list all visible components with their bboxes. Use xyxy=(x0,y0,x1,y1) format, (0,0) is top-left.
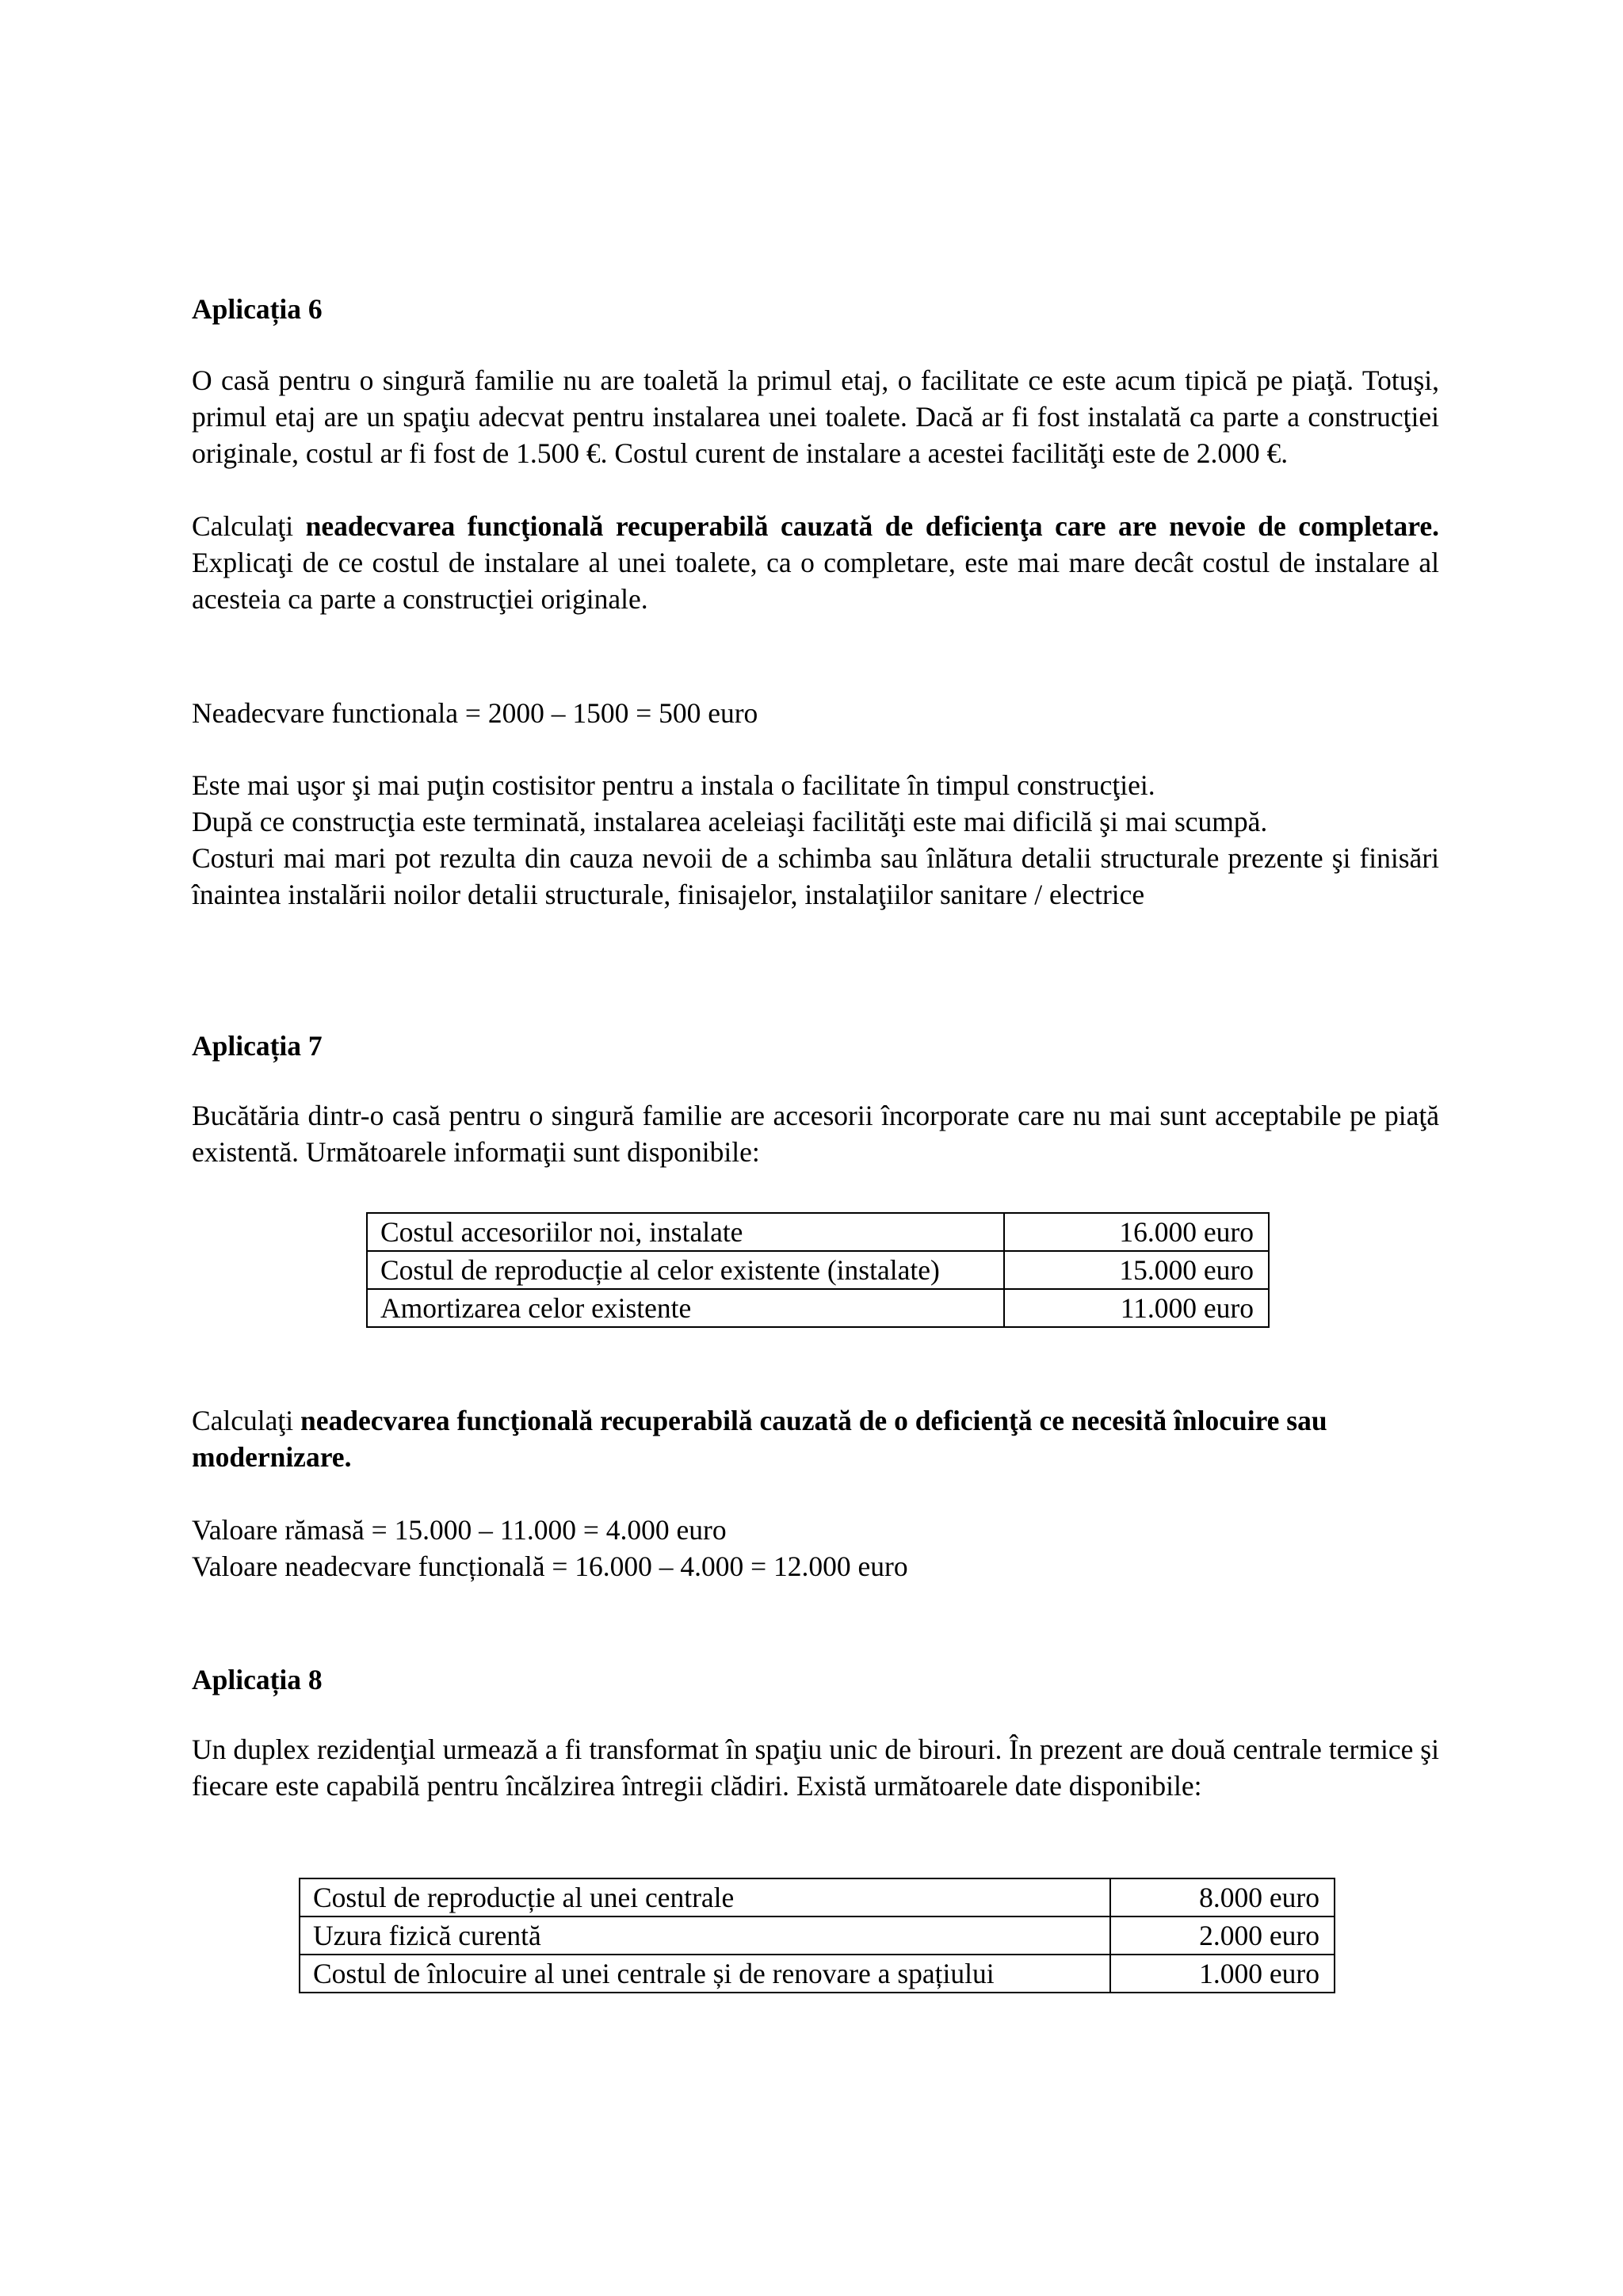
app6-line3: Costuri mai mari pot rezulta din cauza nevoii de a schimba sau înlătura detalii structurale prezente şi finisări înaintea instalării noilor detalii structurale, finisajelor, instalaţiilor sanitare / electrice xyxy=(192,842,1439,910)
app7-table xyxy=(366,1212,1270,1328)
table-cell-label: Costul de înlocuire al unei centrale și de renovare a spațiului xyxy=(300,1955,1110,1993)
table-row xyxy=(300,1917,1335,1955)
table-cell-value: 15.000 euro xyxy=(1004,1251,1270,1289)
app6-intro: O casă pentru o singură familie nu are toaletă la primul etaj, o facilitate ce este acum tipică pe piaţă. Totuşi, primul etaj are un spaţiu adecvat pentru instalarea unei toalete. Dacă ar fi fost instalată ca parte a construcţiei originale, costul ar fi fost de 1.500 €. Costul curent de instalare a acestei facilităţi este de 2.000 €. xyxy=(192,364,1439,469)
app6-task-post: Explicaţi de ce costul de instalare al unei toalete, ca o completare, este mai mare decât costul de instalare al acesteia ca parte a construcţiei originale. xyxy=(192,547,1439,615)
table-cell-label: Uzura fizică curentă xyxy=(300,1917,1110,1955)
app7-result2: Valoare neadecvare funcțională = 16.000 – 4.000 = 12.000 euro xyxy=(192,1550,908,1582)
table-row xyxy=(367,1289,1269,1327)
app6-heading: Aplicația 6 xyxy=(192,293,323,325)
table-cell-label: Costul de reproducție al celor existente (instalate) xyxy=(367,1251,1004,1289)
app8-intro: Un duplex rezidenţial urmează a fi transformat în spaţiu unic de birouri. În prezent are două centrale termice şi fiecare este capabilă pentru încălzirea întregii clădiri. Există următoarele date disponibile: xyxy=(192,1733,1439,1802)
table-row xyxy=(300,1878,1335,1917)
table-cell-value: 1.000 euro xyxy=(1110,1955,1335,1993)
app6-task-pre: Calculaţi xyxy=(192,510,306,542)
app7-task-pre: Calculaţi xyxy=(192,1405,301,1436)
app6-line2: După ce construcţia este terminată, instalarea aceleiaşi facilităţi este mai dificilă şi mai scumpă. xyxy=(192,806,1268,837)
table-cell-value: 16.000 euro xyxy=(1004,1213,1270,1251)
app7-task xyxy=(192,1402,1439,1475)
table-cell-value: 11.000 euro xyxy=(1004,1289,1270,1327)
table-row xyxy=(300,1955,1335,1993)
table-cell-value: 2.000 euro xyxy=(1110,1917,1335,1955)
app7-result1: Valoare rămasă = 15.000 – 11.000 = 4.000 euro xyxy=(192,1514,727,1546)
table-cell-label: Costul accesoriilor noi, instalate xyxy=(367,1213,1004,1251)
table-cell-value: 8.000 euro xyxy=(1110,1878,1335,1917)
app8-heading: Aplicația 8 xyxy=(192,1664,323,1695)
app7-task-bold: neadecvarea funcţională recuperabilă cauzată de o deficienţă ce necesită înlocuire sau modernizare. xyxy=(192,1405,1327,1473)
app7-heading: Aplicația 7 xyxy=(192,1030,323,1062)
app7-intro: Bucătăria dintr-o casă pentru o singură familie are accesorii încorporate care nu mai sunt acceptabile pe piaţă existentă. Următoarele informaţii sunt disponibile: xyxy=(192,1100,1439,1168)
app8-table xyxy=(299,1878,1335,1993)
app6-task xyxy=(192,508,1439,617)
app6-task-bold: neadecvarea funcţională recuperabilă cauzată de deficienţa care are nevoie de completare. xyxy=(305,510,1440,542)
table-cell-label: Amortizarea celor existente xyxy=(367,1289,1004,1327)
table-cell-label: Costul de reproducție al unei centrale xyxy=(300,1878,1110,1917)
app6-formula: Neadecvare functionala = 2000 – 1500 = 500 euro xyxy=(192,697,758,729)
table-row xyxy=(367,1213,1269,1251)
app6-line1: Este mai uşor şi mai puţin costisitor pentru a instala o facilitate în timpul construcţiei. xyxy=(192,769,1155,801)
table-row xyxy=(367,1251,1269,1289)
